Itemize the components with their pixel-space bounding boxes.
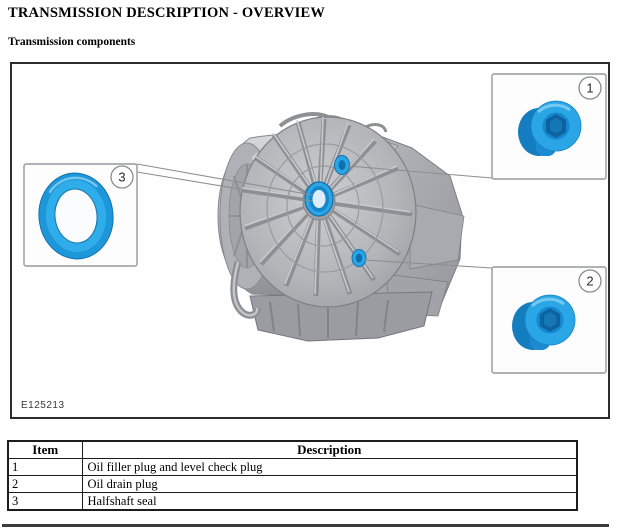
callout-circle-1 [579,77,601,99]
callout-circle-2 [579,270,601,292]
inset-box-3 [24,164,137,266]
item-cell: 3 [8,493,82,511]
figure-frame [10,62,610,419]
table-row [8,476,577,493]
table-row [8,493,577,511]
table-header-item: Item [8,441,82,459]
page-subtitle: Transmission components [8,36,136,48]
callout-number-3: 3 [118,169,126,185]
components-table [7,440,578,511]
callout-circle-3 [111,166,133,188]
highlight-halfshaft-seal [305,182,333,216]
callout-number-2: 2 [586,273,594,289]
figure-label: E125213 [21,400,65,411]
figure-canvas [12,64,608,417]
inset-box-1 [492,74,606,179]
table-row [8,459,577,476]
page-title: TRANSMISSION DESCRIPTION - OVERVIEW [8,5,326,21]
item-cell: 2 [8,476,82,493]
table-header-row [8,441,577,459]
table-header-description: Description [82,441,577,459]
item-cell: 1 [8,459,82,476]
description-cell: Oil drain plug [82,476,577,493]
transmission-illustration [218,114,464,341]
description-cell: Oil filler plug and level check plug [82,459,577,476]
description-cell: Halfshaft seal [82,493,577,511]
highlight-drain-plug [352,250,366,267]
highlight-filler-plug [335,156,350,175]
inset-box-2 [492,267,606,373]
callout-number-1: 1 [586,80,594,96]
bottom-rule [2,524,609,527]
